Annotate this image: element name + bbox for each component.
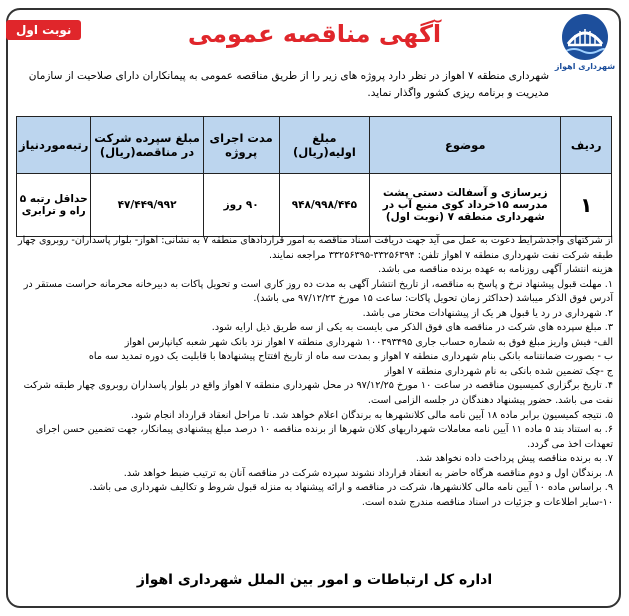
paragraph-ad-cost: هزینه انتشار آگهی روزنامه به عهده برنده مناقصه می باشد.	[378, 264, 613, 276]
paragraph-condition-9: ۹. براساس ماده ۱۰ آیین نامه مالی کلانشهرها، شرکت در مناقصه و ارائه پیشنهاد به منزله قبول شروط و تکالیف شهرداری می باشد.	[89, 482, 613, 494]
paragraph-deposit-b: ب - بصورت ضمانتنامه بانکی بنام شهرداری منطقه ۷ اهواز و بمدت سه ماه از تاریخ افتتاح پیشنهادها با قابلیت یک دوره تمدید سه ماه	[88, 351, 613, 363]
paragraph-condition-6: ۶. به استناد بند ۵ ماده ۱۱ آیین نامه معاملات شهرداریهای کلان شهرها از برنده مناقصه ۱۰ درصد مبلغ پیشنهادی پیمانکار، جهت تضمین حسن اجرای تعهدات اخذ می گردد.	[35, 424, 613, 450]
header-required-rank: رتبه‌موردنیاز	[17, 117, 91, 174]
notice-title: آگهی مناقصه عمومی	[187, 20, 442, 48]
municipality-logo	[551, 14, 619, 71]
paragraph-deposit-a: الف- فیش واریز مبلغ فوق به شماره حساب جاری ۱۰۰۳۹۳۴۹۵ شهرداری منطقه ۷ اهواز نزد بانک شهر شعبه کیانپارس اهواز	[124, 336, 613, 348]
paragraph-condition-8: ۸. برندگان اول و دوم مناقصه هرگاه حاضر به انعقاد قرارداد نشوند سپرده شرکت در مناقصه آنان به ترتیب ضبط خواهد شد.	[123, 467, 613, 479]
table-header-row	[17, 117, 612, 174]
paragraph-condition-3: ۳. مبلغ سپرده های شرکت در مناقصه های فوق الذکر می بایست به یکی از سه طریق ذیل ارایه شود.	[211, 322, 613, 334]
paragraph-condition-1: ۱. مهلت قبول پیشنهاد نرخ و پاسخ به مناقصه، از تاریخ انتشار آگهی به مدت ده روز کاری است و تحویل پاکات به دبیرخانه محرمانه حراست مستقر در آدرس فوق الذکر میباشد (حداکثر زمان تحویل پاکات: ساعت ۱۵ مورخ ۹۷/۱۲/۲۳ می باشد).	[23, 278, 613, 305]
table-row	[17, 174, 612, 237]
intro-text: شهرداری منطقه ۷ اهواز در نظر دارد پروژه های زیر را از طریق مناقصه عمومی به پیمانکاران دارای صلاحیت از سازمان مدیریت و برنامه ریزی کشور واگذار نماید.	[28, 70, 549, 99]
paragraph-invitation: از شرکتهای واجدشرایط دعوت به عمل می آید جهت دریافت اسناد مناقصه به امور قراردادهای منطقه ۷ به نشانی: اهواز- بلوار پاسداران- روبروی چهار طبقه شرکت نفت شهرداری منطقه ۷ اهواز تلفن: ۳۳۲۵۶۳۹۴-۳۳۲۵۶۳۹۵ مراجعه نمایند.	[17, 235, 613, 261]
footer-signature: اداره کل ارتباطات و امور بین الملل شهرداری اهواز	[136, 572, 493, 588]
cell-row-number: ۱	[561, 174, 612, 237]
header-subject: موضوع	[370, 117, 561, 174]
paragraph-deposit-c: ج -چک تضمین شده بانکی به نام شهرداری منطقه ۷ اهواز	[384, 365, 613, 377]
paragraph-condition-10: ۱۰-سایر اطلاعات و جزئیات در اسناد مناقصه مندرج شده است.	[361, 496, 613, 508]
paragraph-condition-5: ۵. نتیجه کمیسیون برابر ماده ۱۸ آیین نامه مالی کلانشهرها به برندگان اعلام خواهد شد. تا مراحل انعقاد قرارداد انجام شود.	[130, 409, 613, 421]
cell-initial-amount: ۹۴۸/۹۹۸/۴۴۵	[279, 174, 369, 237]
paragraph-condition-4: ۴. تاریخ برگزاری کمیسیون مناقصه در ساعت ۱۰ مورخ ۹۷/۱۲/۲۵ در محل شهرداری منطقه ۷ اهواز واقع در بلوار پاسداران روبروی چهار طبقه شرکت نفت می باشد. حضور پیشنهاد دهندگان در جلسه الزامی است.	[23, 380, 613, 407]
cell-subject: زیرسازی و آسفالت دستی پشت مدرسه ۱۵خرداد کوی منبع آب در شهرداری منطقه ۷ (نوبت اول)	[370, 174, 561, 237]
paragraph-condition-7: ۷. به برنده مناقصه پیش پرداخت داده نخواهد شد.	[415, 453, 613, 465]
paragraph-condition-2: ۲. شهرداری در رد یا قبول هر یک از پیشنهادات مختار می باشد.	[362, 307, 613, 319]
bridge-logo-icon	[562, 14, 608, 60]
logo-caption: شهرداری اهواز	[554, 62, 616, 71]
tender-table	[16, 116, 612, 237]
cell-required-rank: حداقل رتبه ۵ راه و ترابری	[17, 174, 91, 237]
header-row-number: ردیف	[561, 117, 612, 174]
conditions-text	[16, 234, 613, 510]
cell-duration: ۹۰ روز	[203, 174, 279, 237]
header-initial-amount: مبلغ اولیه(ریال)	[279, 117, 369, 174]
header-deposit: مبلغ سپرده شرکت در مناقصه(ریال)	[91, 117, 203, 174]
header-duration: مدت اجرای پروژه	[203, 117, 279, 174]
round-badge: نوبت اول	[6, 20, 81, 40]
cell-deposit: ۴۷/۴۴۹/۹۹۲	[91, 174, 203, 237]
